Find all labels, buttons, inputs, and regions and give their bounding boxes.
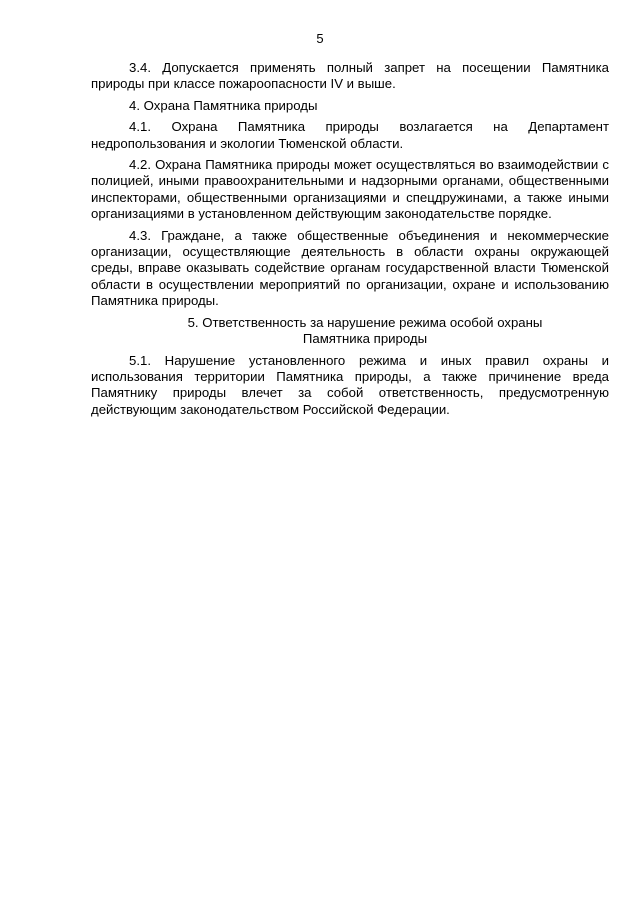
page-number: 5 bbox=[316, 31, 324, 46]
section-heading-4: 4. Охрана Памятника природы bbox=[129, 97, 318, 113]
section-heading-5-line-1: 5. Ответственность за нарушение режима особой охраны bbox=[187, 314, 543, 330]
paragraph-3-4: 3.4. Допускается применять полный запрет на посещении Памятника природы при классе пожароопасности IV и выше. bbox=[91, 60, 609, 92]
section-heading-5-line-2: Памятника природы bbox=[302, 331, 428, 347]
paragraph-4-1: 4.1. Охрана Памятника природы возлагается на Департамент недропользования и экологии Тюменской области. bbox=[91, 119, 609, 151]
paragraph-5-1: 5.1. Нарушение установленного режима и иных правил охраны и использования территории Памятника природы, а также причинение вреда Памятнику природы влечет за собой ответственность, предусмотренную действующим законодательством Российской Федерации. bbox=[91, 352, 609, 417]
paragraph-4-2: 4.2. Охрана Памятника природы может осуществляться во взаимодействии с полицией, иными правоохранительными и надзорными органами, общественными инспекторами, общественными организациями и спецдружинами, а также иными организациями в установленном действующим законодательстве порядке. bbox=[91, 157, 609, 222]
section-heading-5 bbox=[91, 315, 609, 348]
paragraph-4-3: 4.3. Граждане, а также общественные объединения и некоммерческие организации, осуществляющие деятельность в области охраны окружающей среды, вправе оказывать содействие органам государственной власти Тюменской области в осуществлении мероприятий по организации, охране и использованию Памятника природы. bbox=[91, 227, 609, 309]
document-body bbox=[91, 60, 609, 418]
